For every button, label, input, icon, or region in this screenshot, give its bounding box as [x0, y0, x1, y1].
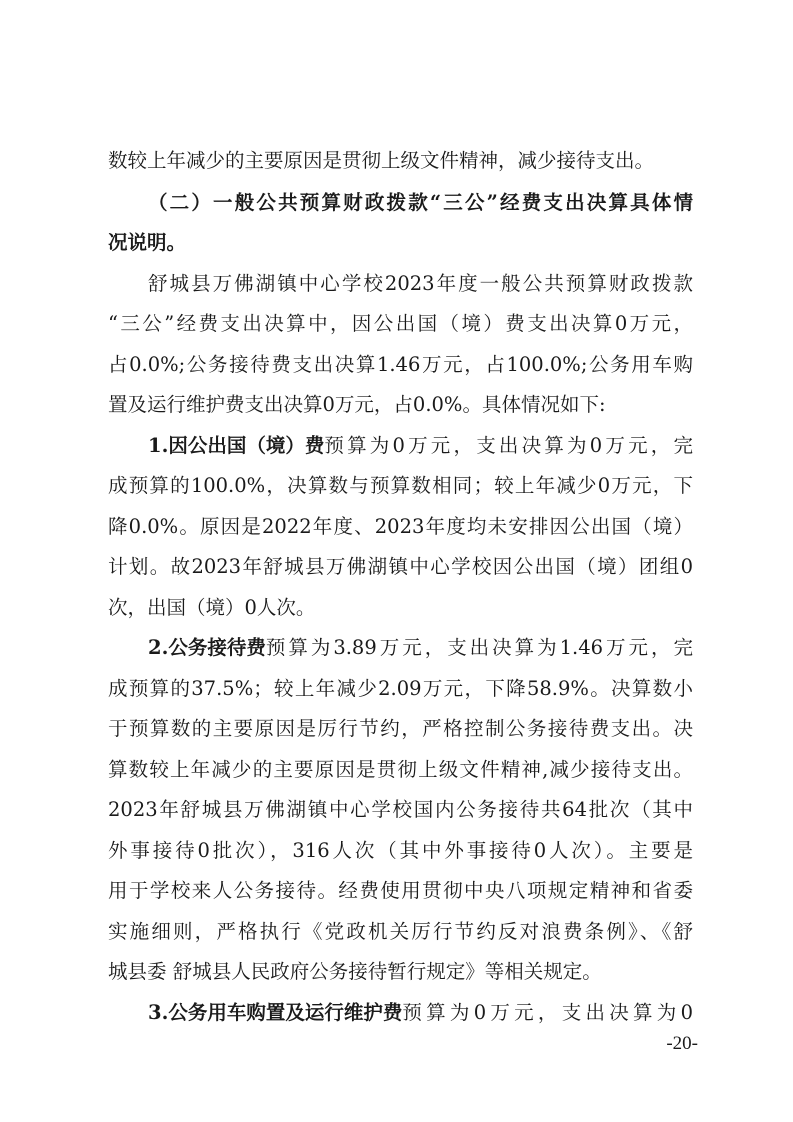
item-1-line-2: 成预算的100.0%，决算数与预算数相同；较上年减少0万元，下: [108, 474, 693, 497]
item-1-line-1: [148, 433, 693, 459]
item-2-text: 预算为3.89万元，支出决算为1.46万元，完: [265, 636, 693, 659]
item-2-line-2: 成预算的37.5%；较上年减少2.09万元，下降58.9%。决算数小: [108, 677, 693, 700]
item-2-line-6: 外事接待0批次），316人次（其中外事接待0人次）。主要是: [108, 839, 693, 862]
page-number: -20-: [666, 1033, 698, 1054]
item-2-heading: 2.公务接待费: [148, 636, 266, 659]
section-heading-line-1: （二）一般公共预算财政拨款“三公”经费支出决算具体情: [148, 191, 693, 214]
item-1-line-5: 次，出国（境）0人次。: [108, 596, 316, 619]
paragraph-intro-line-3: 占0.0%;公务接待费支出决算1.46万元，占100.0%;公务用车购: [108, 353, 693, 376]
item-1-text: 预算为0万元，支出决算为0万元，完: [324, 434, 693, 457]
item-1-heading: 1.因公出国（境）费: [148, 434, 325, 457]
item-2-line-8: 实施细则，严格执行《党政机关厉行节约反对浪费条例》、《舒: [108, 920, 693, 943]
item-3-heading: 3.公务用车购置及运行维护费: [148, 1001, 403, 1024]
item-2-line-7: 用于学校来人公务接待。经费使用贯彻中央八项规定精神和省委: [108, 879, 693, 902]
section-heading-line-2: 况说明。: [108, 231, 187, 254]
item-1-line-4: 计划。故2023年舒城县万佛湖镇中心学校因公出国（境）团组0: [108, 555, 693, 578]
item-2-line-1: [148, 635, 693, 661]
paragraph-intro-line-1: 舒城县万佛湖镇中心学校2023年度一般公共预算财政拨款: [148, 272, 693, 295]
paragraph-intro-line-4: 置及运行维护费支出决算0万元，占0.0%。具体情况如下:: [108, 393, 606, 416]
item-1-line-3: 降0.0%。原因是2022年度、2023年度均未安排因公出国（境）: [108, 515, 693, 538]
item-2-line-4: 算数较上年减少的主要原因是贯彻上级文件精神,减少接待支出。: [108, 758, 693, 781]
item-2-line-3: 于预算数的主要原因是厉行节约，严格控制公务接待费支出。决: [108, 717, 693, 740]
item-2-line-5: 2023年舒城县万佛湖镇中心学校国内公务接待共64批次（其中: [108, 798, 693, 821]
text-line-1: 数较上年减少的主要原因是贯彻上级文件精神，减少接待支出。: [108, 149, 655, 172]
item-3-line-1: [148, 1000, 693, 1026]
paragraph-intro-line-2: “三公”经费支出决算中，因公出国（境）费支出决算0万元，: [108, 312, 693, 335]
item-3-text: 预算为0万元，支出决算为0: [402, 1001, 693, 1024]
item-2-line-9: 城县委 舒城县人民政府公务接待暂行规定》等相关规定。: [108, 960, 602, 983]
